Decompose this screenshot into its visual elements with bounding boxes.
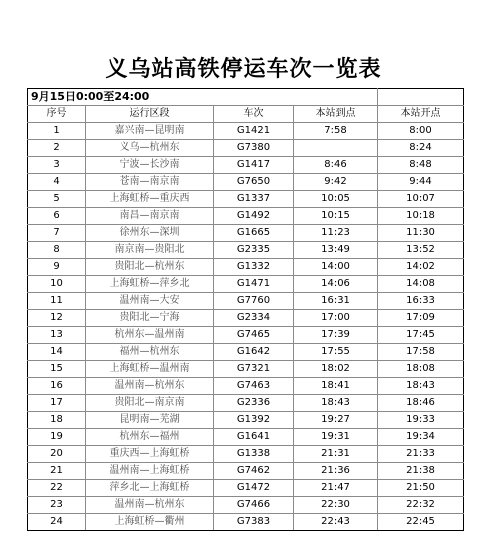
- row-train: G1338: [214, 446, 294, 463]
- row-seq: 1: [28, 123, 86, 140]
- row-seq: 13: [28, 327, 86, 344]
- row-arrive: 18:41: [294, 378, 378, 395]
- row-route: 贵阳北—宁海: [86, 310, 214, 327]
- row-route: 南昌—南京南: [86, 208, 214, 225]
- row-route: 贵阳北—杭州东: [86, 259, 214, 276]
- row-seq: 15: [28, 361, 86, 378]
- row-route: 温州南—杭州东: [86, 497, 214, 514]
- header-row: [28, 106, 464, 123]
- row-train: G1665: [214, 225, 294, 242]
- header-seq: 序号: [28, 106, 86, 123]
- row-route: 苍南—南京南: [86, 174, 214, 191]
- header-depart: 本站开点: [378, 106, 464, 123]
- schedule-table: [27, 88, 464, 531]
- row-arrive: 14:06: [294, 276, 378, 293]
- row-arrive: 21:47: [294, 480, 378, 497]
- table-row: [28, 463, 464, 480]
- table-row: [28, 157, 464, 174]
- row-train: G2335: [214, 242, 294, 259]
- date-row: [28, 89, 464, 106]
- row-depart: 18:46: [378, 395, 464, 412]
- row-depart: 11:30: [378, 225, 464, 242]
- header-arrive: 本站到点: [294, 106, 378, 123]
- row-train: G7462: [214, 463, 294, 480]
- table-row: [28, 514, 464, 531]
- row-train: G1641: [214, 429, 294, 446]
- row-seq: 16: [28, 378, 86, 395]
- row-train: G1417: [214, 157, 294, 174]
- row-train: G1332: [214, 259, 294, 276]
- row-train: G1492: [214, 208, 294, 225]
- row-route: 宁波—长沙南: [86, 157, 214, 174]
- row-train: G1392: [214, 412, 294, 429]
- row-arrive: 21:31: [294, 446, 378, 463]
- table-row: [28, 191, 464, 208]
- table-row: [28, 344, 464, 361]
- row-arrive: 11:23: [294, 225, 378, 242]
- row-depart: 17:45: [378, 327, 464, 344]
- row-depart: 10:18: [378, 208, 464, 225]
- row-arrive: 18:02: [294, 361, 378, 378]
- header-route: 运行区段: [86, 106, 214, 123]
- row-arrive: 22:43: [294, 514, 378, 531]
- row-seq: 18: [28, 412, 86, 429]
- row-depart: 17:09: [378, 310, 464, 327]
- table-row: [28, 395, 464, 412]
- row-route: 温州南—杭州东: [86, 378, 214, 395]
- row-train: G1471: [214, 276, 294, 293]
- row-arrive: 18:43: [294, 395, 378, 412]
- row-route: 上海虹桥—衢州: [86, 514, 214, 531]
- row-arrive: 8:46: [294, 157, 378, 174]
- row-train: G1421: [214, 123, 294, 140]
- row-seq: 9: [28, 259, 86, 276]
- row-train: G7465: [214, 327, 294, 344]
- row-arrive: 19:31: [294, 429, 378, 446]
- table-row: [28, 123, 464, 140]
- row-route: 萍乡北—上海虹桥: [86, 480, 214, 497]
- row-train: G2334: [214, 310, 294, 327]
- row-train: G7380: [214, 140, 294, 157]
- row-arrive: 17:39: [294, 327, 378, 344]
- row-seq: 22: [28, 480, 86, 497]
- row-depart: 18:08: [378, 361, 464, 378]
- row-route: 福州—杭州东: [86, 344, 214, 361]
- row-seq: 19: [28, 429, 86, 446]
- row-arrive: 22:30: [294, 497, 378, 514]
- row-route: 贵阳北—南京南: [86, 395, 214, 412]
- table-row: [28, 310, 464, 327]
- table-row: [28, 429, 464, 446]
- row-seq: 12: [28, 310, 86, 327]
- row-depart: 21:33: [378, 446, 464, 463]
- row-arrive: 10:15: [294, 208, 378, 225]
- row-arrive: 19:27: [294, 412, 378, 429]
- row-depart: 18:43: [378, 378, 464, 395]
- row-route: 嘉兴南—昆明南: [86, 123, 214, 140]
- table-row: [28, 208, 464, 225]
- row-route: 义乌—杭州东: [86, 140, 214, 157]
- header-train: 车次: [214, 106, 294, 123]
- table-row: [28, 378, 464, 395]
- row-seq: 14: [28, 344, 86, 361]
- row-arrive: 10:05: [294, 191, 378, 208]
- row-train: G1642: [214, 344, 294, 361]
- row-arrive: 14:00: [294, 259, 378, 276]
- table-row: [28, 480, 464, 497]
- row-arrive: 13:49: [294, 242, 378, 259]
- row-depart: 19:33: [378, 412, 464, 429]
- row-train: G2336: [214, 395, 294, 412]
- table-row: [28, 242, 464, 259]
- row-train: G7321: [214, 361, 294, 378]
- row-depart: 10:07: [378, 191, 464, 208]
- row-depart: 8:24: [378, 140, 464, 157]
- row-arrive: 17:55: [294, 344, 378, 361]
- row-depart: 22:32: [378, 497, 464, 514]
- row-depart: 16:33: [378, 293, 464, 310]
- row-route: 昆明南—芜湖: [86, 412, 214, 429]
- table-row: [28, 361, 464, 378]
- date-range: 9月15日0:00至24:00: [28, 89, 294, 106]
- page-title: 义乌站高铁停运车次一览表: [105, 56, 382, 82]
- row-depart: 8:00: [378, 123, 464, 140]
- row-depart: 14:02: [378, 259, 464, 276]
- row-train: G7383: [214, 514, 294, 531]
- row-train: G1472: [214, 480, 294, 497]
- table-row: [28, 497, 464, 514]
- row-seq: 7: [28, 225, 86, 242]
- row-arrive: [294, 140, 378, 157]
- row-train: G7466: [214, 497, 294, 514]
- row-seq: 8: [28, 242, 86, 259]
- table-row: [28, 140, 464, 157]
- row-seq: 3: [28, 157, 86, 174]
- table-row: [28, 446, 464, 463]
- row-arrive: 7:58: [294, 123, 378, 140]
- row-seq: 11: [28, 293, 86, 310]
- row-route: 杭州东—温州南: [86, 327, 214, 344]
- row-seq: 17: [28, 395, 86, 412]
- row-depart: 8:48: [378, 157, 464, 174]
- table-row: [28, 412, 464, 429]
- table-row: [28, 225, 464, 242]
- row-route: 温州南—大安: [86, 293, 214, 310]
- row-depart: 17:58: [378, 344, 464, 361]
- row-depart: 22:45: [378, 514, 464, 531]
- row-train: G7760: [214, 293, 294, 310]
- table-row: [28, 174, 464, 191]
- table-row: [28, 276, 464, 293]
- row-depart: 19:34: [378, 429, 464, 446]
- row-depart: 21:38: [378, 463, 464, 480]
- row-depart: 14:08: [378, 276, 464, 293]
- row-seq: 21: [28, 463, 86, 480]
- row-train: G7463: [214, 378, 294, 395]
- row-train: G1337: [214, 191, 294, 208]
- row-seq: 20: [28, 446, 86, 463]
- row-arrive: 16:31: [294, 293, 378, 310]
- row-seq: 10: [28, 276, 86, 293]
- row-route: 上海虹桥—重庆西: [86, 191, 214, 208]
- row-seq: 2: [28, 140, 86, 157]
- row-seq: 6: [28, 208, 86, 225]
- row-train: G7650: [214, 174, 294, 191]
- row-route: 杭州东—福州: [86, 429, 214, 446]
- row-seq: 23: [28, 497, 86, 514]
- table-row: [28, 259, 464, 276]
- row-route: 南京南—贵阳北: [86, 242, 214, 259]
- row-depart: 9:44: [378, 174, 464, 191]
- row-seq: 4: [28, 174, 86, 191]
- row-route: 重庆西—上海虹桥: [86, 446, 214, 463]
- row-route: 温州南—上海虹桥: [86, 463, 214, 480]
- row-arrive: 21:36: [294, 463, 378, 480]
- row-depart: 21:50: [378, 480, 464, 497]
- row-route: 上海虹桥—萍乡北: [86, 276, 214, 293]
- row-route: 徐州东—深圳: [86, 225, 214, 242]
- row-seq: 5: [28, 191, 86, 208]
- row-seq: 24: [28, 514, 86, 531]
- row-route: 上海虹桥—温州南: [86, 361, 214, 378]
- row-depart: 13:52: [378, 242, 464, 259]
- row-arrive: 9:42: [294, 174, 378, 191]
- table-row: [28, 293, 464, 310]
- row-arrive: 17:00: [294, 310, 378, 327]
- table-row: [28, 327, 464, 344]
